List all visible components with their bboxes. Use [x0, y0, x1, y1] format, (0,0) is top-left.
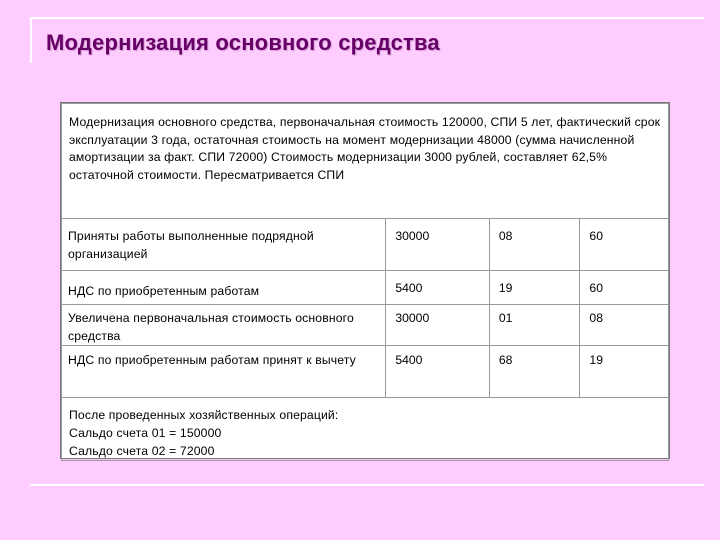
intro-cell: [62, 104, 669, 219]
operation-amount: 5400: [386, 346, 490, 398]
intro-text: Модернизация основного средства, первоначальная стоимость 120000, СПИ 5 лет, фактический срок эксплуатации 3 года, остаточная стоимость на момент модернизации 48000 (сумма начисленной амортизации за факт. СПИ 72000) Стоимость модернизации 3000 рублей, составляет 62,5% остаточной стоимости. Пересматривается СПИ: [69, 115, 661, 182]
summary-cell: [62, 398, 386, 461]
title-left-rule: [30, 17, 32, 63]
table-row: [62, 305, 669, 346]
table-row: [62, 346, 669, 398]
operation-description: Приняты работы выполненные подрядной организацией: [62, 219, 386, 271]
summary-balance-01: Сальдо счета 01 = 150000: [69, 426, 222, 440]
operation-credit: 60: [580, 271, 669, 305]
summary-row: [62, 398, 669, 461]
operation-debit: 01: [489, 305, 580, 346]
operation-credit: 08: [580, 305, 669, 346]
summary-heading: После проведенных хозяйственных операций:: [69, 408, 339, 422]
operation-credit: 19: [580, 346, 669, 398]
operation-debit: 08: [489, 219, 580, 271]
slide-title: Модернизация основного средства: [46, 30, 440, 55]
summary-empty-cell: [386, 398, 669, 461]
operation-description: Увеличена первоначальная стоимость основного средства: [62, 305, 386, 346]
intro-row: [62, 104, 669, 219]
operation-debit: 68: [489, 346, 580, 398]
operation-amount: 30000: [386, 219, 490, 271]
content-table-box: [60, 102, 670, 459]
operation-debit: 19: [489, 271, 580, 305]
operations-table: [61, 103, 669, 461]
table-row: [62, 219, 669, 271]
operation-description: НДС по приобретенным работам: [62, 271, 386, 305]
summary-balance-02: Сальдо счета 02 = 72000: [69, 444, 215, 458]
operation-amount: 5400: [386, 271, 490, 305]
title-top-rule: [30, 17, 704, 19]
operation-amount: 30000: [386, 305, 490, 346]
operation-credit: 60: [580, 219, 669, 271]
bottom-rule: [30, 484, 704, 486]
table-row: [62, 271, 669, 305]
operation-description: НДС по приобретенным работам принят к вычету: [62, 346, 386, 398]
